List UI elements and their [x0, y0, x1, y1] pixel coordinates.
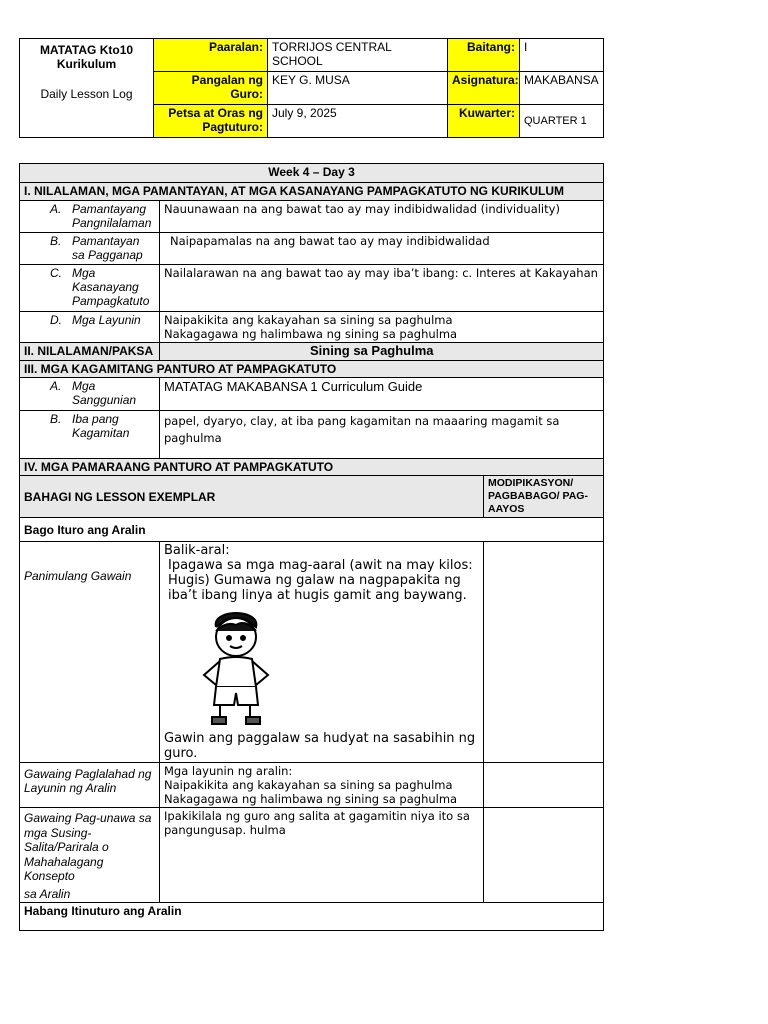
boy-hands-on-hips-icon	[164, 603, 479, 731]
ref-text: MATATAG MAKABANSA 1 Curriculum Guide	[160, 378, 604, 411]
row-c-label-cell	[20, 265, 160, 312]
grade-value: I	[520, 39, 604, 72]
col-left-header: BAHAGI NG LESSON EXEMPLAR	[20, 476, 484, 518]
materials-label: Iba pang Kagamitan	[72, 412, 130, 440]
objective-row-line3: Nakagagawa ng halimbawa ng sining sa paghulma	[164, 792, 458, 806]
ref-label-cell	[20, 378, 160, 411]
row-a-label: Pamantayang Pangnilalaman	[72, 202, 152, 230]
row-d-label-cell	[20, 312, 160, 343]
subject-label: Asignatura:	[448, 72, 520, 105]
row-c-text: Nailalarawan na ang bawat tao ay may iba’t ibang: c. Interes at Kakayahan	[160, 265, 604, 312]
intro-line3: Gawin ang paggalaw sa hudyat na sasabihin ng guro.	[164, 731, 476, 761]
concept-row-modification	[484, 808, 604, 903]
row-a-text: Nauunawaan na ang bawat tao ay may indibidwalidad (individuality)	[160, 201, 604, 233]
col-right-header: MODIPIKASYON/ PAGBABAGO/ PAG-AAYOS	[484, 476, 604, 518]
row-d-text	[160, 312, 604, 343]
before-lesson: Bago Ituro ang Aralin	[20, 518, 604, 542]
school-value: TORRIJOS CENTRAL SCHOOL	[268, 39, 448, 72]
concept-row-label2: sa Aralin	[24, 886, 71, 901]
objective-1: Naipakikita ang kakayahan sa sining sa paghulma	[164, 313, 453, 327]
objective-row-line1: Mga layunin ng aralin:	[164, 764, 293, 778]
section3-title: III. MGA KAGAMITANG PANTURO AT PAMPAGKATUTO	[20, 361, 604, 378]
objective-row-content	[160, 763, 484, 808]
grade-label: Baitang:	[448, 39, 520, 72]
row-b-text: Naipapamalas na ang bawat tao ay may indibidwalidad	[160, 233, 604, 265]
week-day: Week 4 – Day 3	[20, 164, 604, 183]
row-b-label-cell	[20, 233, 160, 265]
intro-content	[160, 542, 484, 763]
intro-modification	[484, 542, 604, 763]
quarter-label: Kuwarter:	[448, 105, 520, 138]
row-a-label-cell	[20, 201, 160, 233]
section4-title: IV. MGA PAMARAANG PANTURO AT PAMPAGKATUTO	[20, 459, 604, 476]
row-c-label: Mga Kasanayang Pampagkatuto	[72, 266, 150, 308]
concept-row-content: Ipakikilala ng guro ang salita at gagamitin niya ito sa pangungusap. hulma	[160, 808, 484, 903]
curriculum-title: MATATAG Kto10 Kurikulum	[39, 43, 134, 71]
lesson-log-table	[19, 163, 604, 931]
row-c-letter: C.	[50, 266, 62, 280]
curriculum-cell	[20, 39, 154, 138]
objective-row-modification	[484, 763, 604, 808]
row-a-letter: A.	[50, 202, 62, 216]
objective-row-line2: Naipakikita ang kakayahan sa sining sa paghulma	[164, 778, 453, 792]
row-b-letter: B.	[50, 234, 62, 248]
materials-text: papel, dyaryo, clay, at iba pang kagamitan na maaaring magamit sa paghulma	[160, 411, 604, 459]
section2-title: II. NILALAMAN/PAKSA	[20, 343, 160, 361]
intro-line2: Ipagawa sa mga mag-aaral (awit na may kilos: Hugis) Gumawa ng galaw na nagpapakita ng iba’t ibang linya at hugis gamit ang baywang.	[168, 558, 473, 603]
concept-row-label-cell	[20, 808, 160, 903]
log-title: Daily Lesson Log	[40, 87, 133, 101]
teacher-label: Pangalan ng Guro:	[154, 72, 268, 105]
intro-line1: Balik-aral:	[164, 543, 230, 558]
teacher-value: KEY G. MUSA	[268, 72, 448, 105]
intro-label: Panimulang Gawain	[20, 542, 160, 763]
school-label: Paaralan:	[154, 39, 268, 72]
topic: Sining sa Paghulma	[160, 343, 604, 361]
subject-value: MAKABANSA	[520, 72, 604, 105]
materials-label-cell	[20, 411, 160, 459]
quarter-value: QUARTER 1	[520, 105, 604, 138]
header-table	[19, 38, 604, 138]
section1-title: I. NILALAMAN, MGA PAMANTAYAN, AT MGA KASANAYANG PAMPAGKATUTO NG KURIKULUM	[20, 183, 604, 201]
during-lesson: Habang Itinuturo ang Aralin	[20, 902, 604, 930]
date-value: July 9, 2025	[268, 105, 448, 138]
ref-letter: A.	[50, 379, 62, 393]
row-b-label: Pamantayan sa Pagganap	[72, 234, 143, 262]
concept-row-label: Gawaing Pag-unawa sa mga Susing-Salita/Parirala o Mahahalagang Konsepto	[24, 811, 152, 883]
row-d-letter: D.	[50, 313, 62, 327]
row-d-label: Mga Layunin	[72, 313, 141, 327]
ref-label: Mga Sanggunian	[72, 379, 137, 407]
materials-letter: B.	[50, 412, 62, 426]
objective-row-label: Gawaing Paglalahad ng Layunin ng Aralin	[20, 763, 160, 808]
objective-2: Nakagagawa ng halimbawa ng sining sa paghulma	[164, 327, 458, 341]
date-label: Petsa at Oras ng Pagtuturo:	[154, 105, 268, 138]
